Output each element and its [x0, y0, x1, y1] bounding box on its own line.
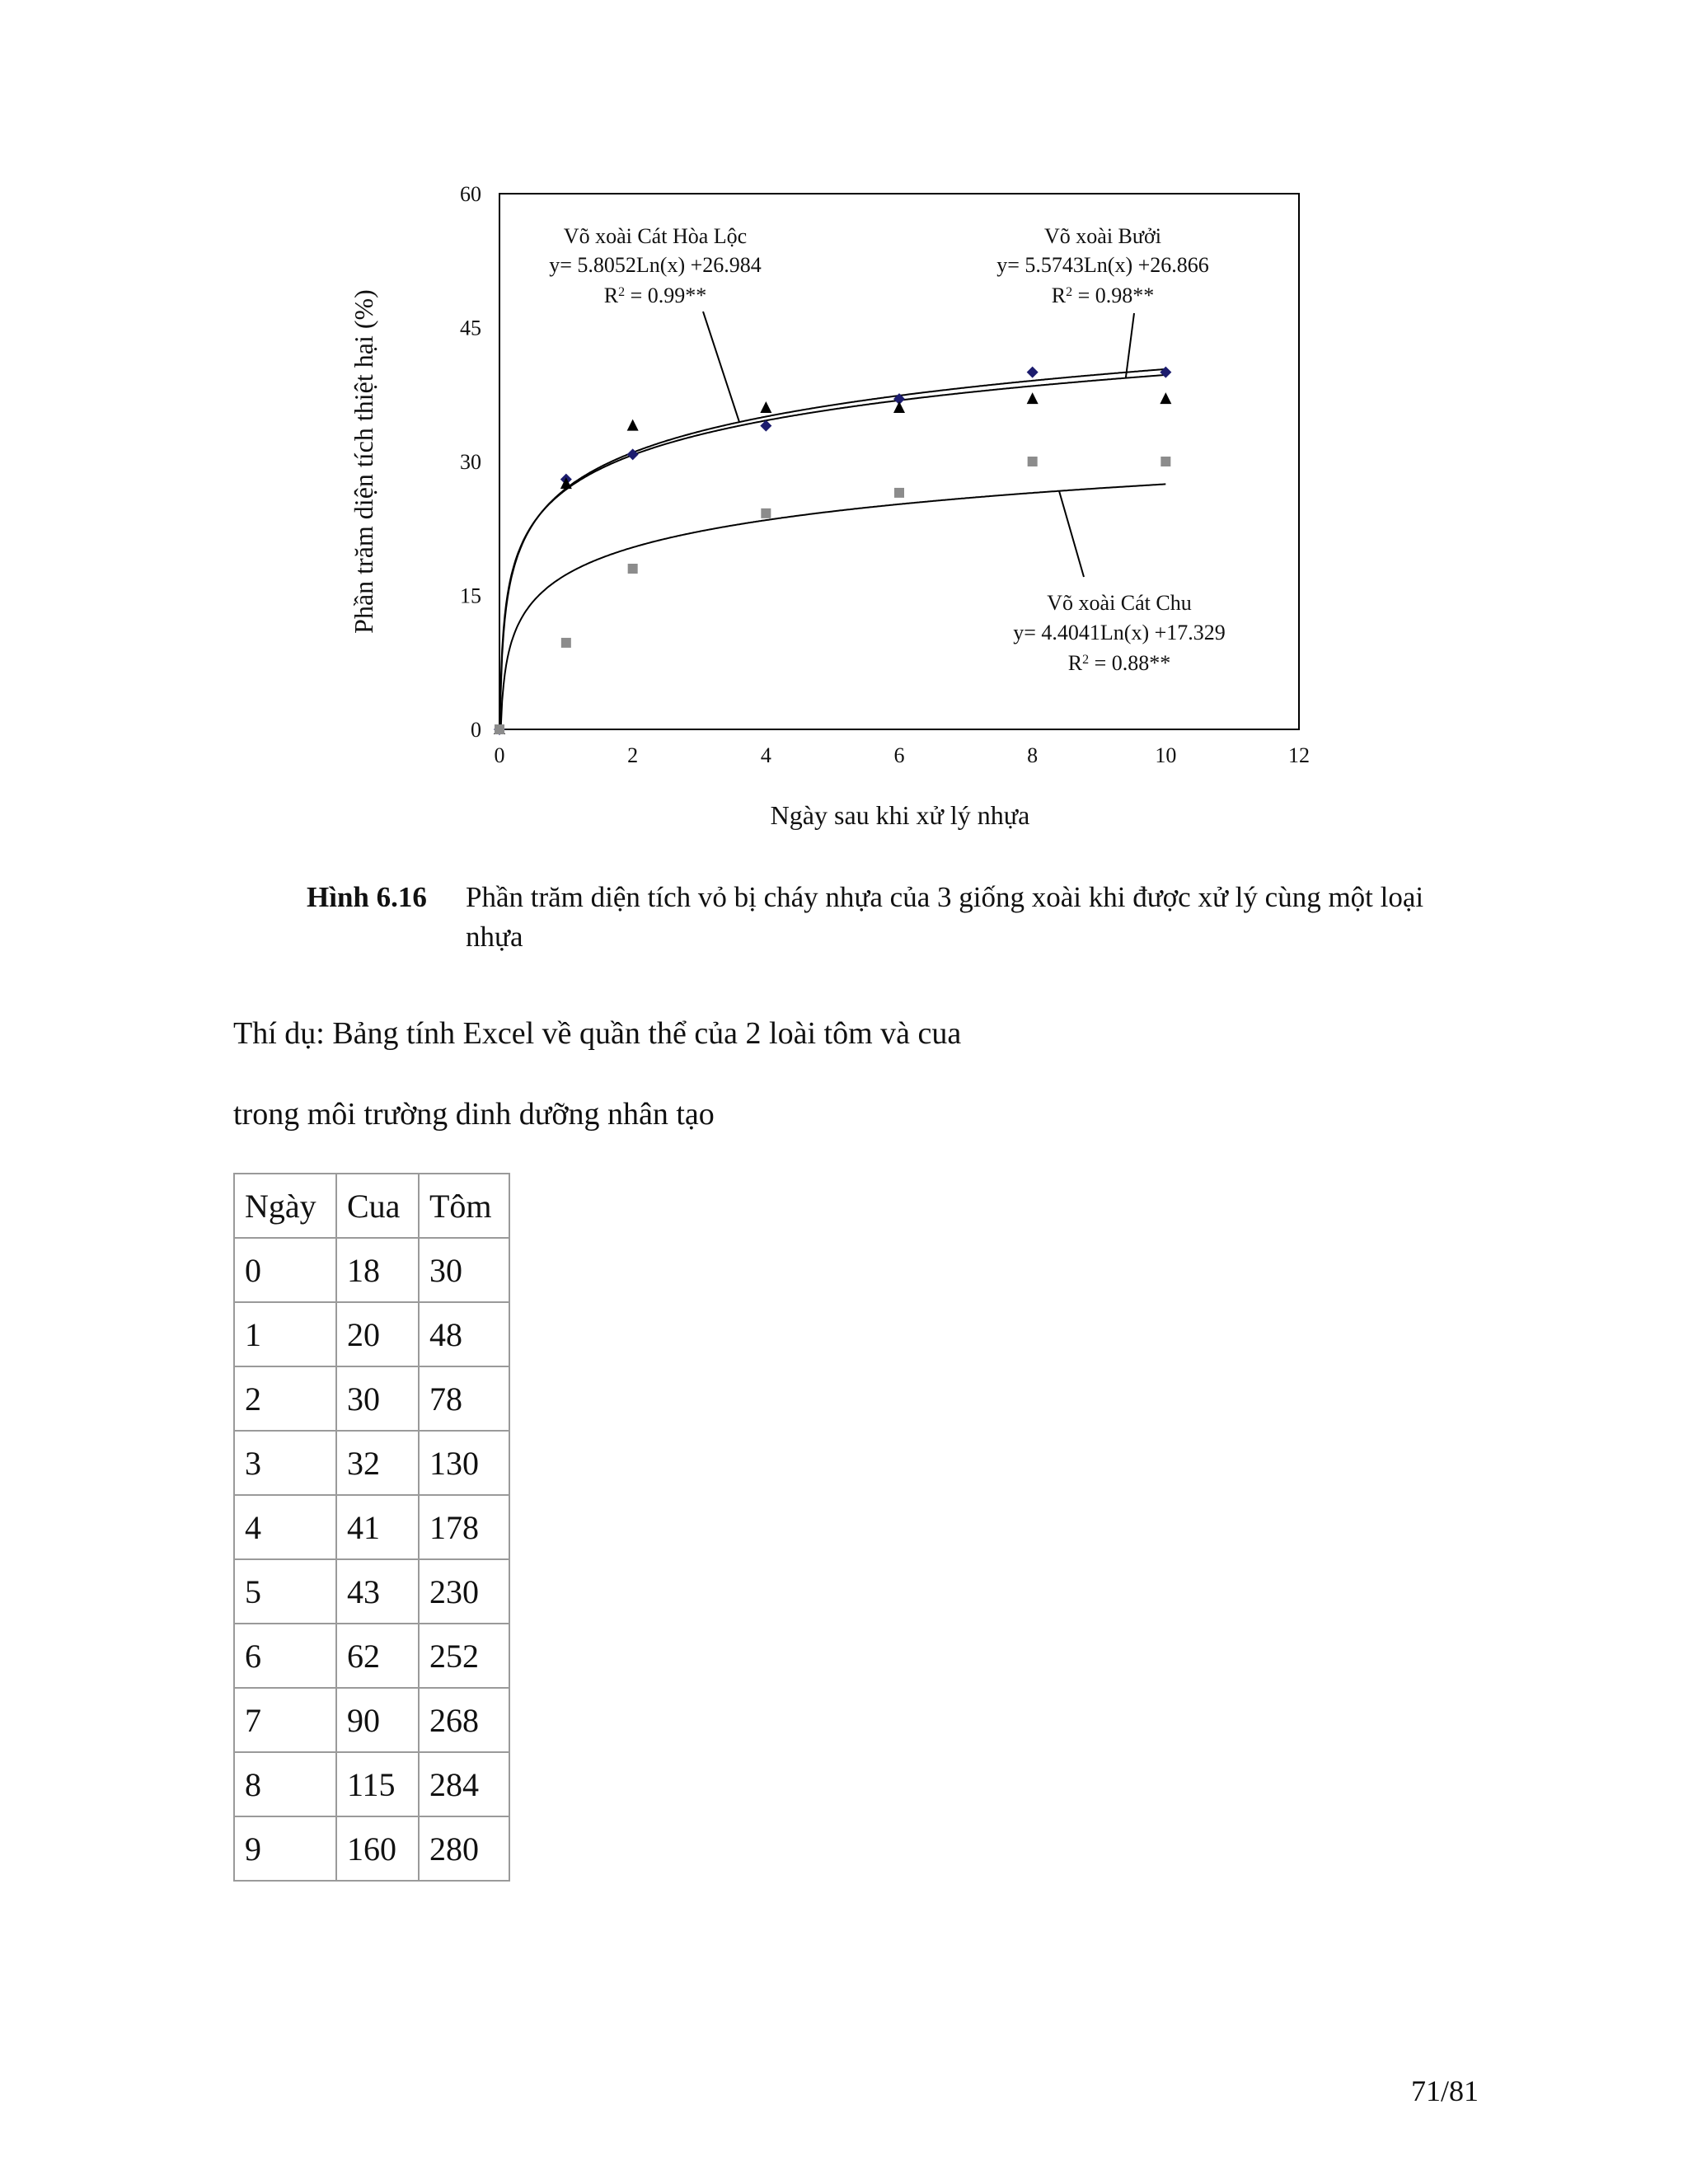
annotation-buoi-equation: y= 5.5743Ln(x) +26.866: [996, 253, 1209, 277]
table-cell: 2: [234, 1366, 336, 1431]
table-header-cell: Tôm: [419, 1174, 509, 1238]
table-row: [234, 1624, 509, 1688]
table-cell: 130: [419, 1431, 509, 1495]
table-cell: 252: [419, 1624, 509, 1688]
table-cell: 5: [234, 1559, 336, 1624]
chart: [0, 0, 1688, 874]
table-cell: 32: [336, 1431, 419, 1495]
data-point: [1160, 367, 1171, 378]
table-cell: 4: [234, 1495, 336, 1559]
data-point: [760, 401, 771, 413]
data-point: [495, 724, 504, 734]
population-table: [233, 1173, 510, 1882]
y-tick-label: 45: [460, 316, 481, 340]
table-cell: 8: [234, 1752, 336, 1816]
trend-line: [499, 375, 1165, 729]
trend-line: [499, 369, 1165, 729]
annotation-leader-line: [1126, 313, 1134, 378]
table-cell: 0: [234, 1238, 336, 1302]
table-cell: 160: [336, 1816, 419, 1881]
x-tick-label: 10: [1155, 743, 1177, 767]
y-axis-title: Phần trăm diện tích thiệt hại (%): [349, 289, 378, 634]
annotation-leader-line: [1059, 491, 1084, 577]
page-number: 71/81: [1411, 2074, 1479, 2107]
table-cell: 43: [336, 1559, 419, 1624]
table-cell: 30: [419, 1238, 509, 1302]
body-paragraph-1: Thí dụ: Bảng tính Excel về quần thể của 2 loài tôm và cua: [233, 1016, 962, 1051]
table-row: [234, 1302, 509, 1366]
table-cell: 1: [234, 1302, 336, 1366]
x-tick-label: 4: [760, 743, 771, 767]
table-cell: 7: [234, 1688, 336, 1752]
table-row: [234, 1238, 509, 1302]
table-header-cell: Ngày: [234, 1174, 336, 1238]
x-tick-label: 6: [893, 743, 905, 767]
table-row: [234, 1752, 509, 1816]
annotation-hoa-loc-name: Võ xoài Cát Hòa Lộc: [563, 224, 748, 248]
data-point: [761, 509, 771, 518]
data-point: [1027, 392, 1039, 404]
annotation-leader-line: [703, 312, 739, 422]
y-tick-label: 0: [471, 718, 481, 742]
table-row: [234, 1816, 509, 1881]
x-tick-label: 0: [494, 743, 505, 767]
table-cell: 20: [336, 1302, 419, 1366]
data-point: [628, 564, 638, 574]
table-cell: 284: [419, 1752, 509, 1816]
data-point: [627, 419, 639, 431]
figure-caption-text: Phần trăm diện tích vỏ bị cháy nhựa của 3 giống xoài khi được xử lý cùng một loại nhựa: [466, 881, 1424, 953]
table-cell: 6: [234, 1624, 336, 1688]
table-header-row: [234, 1174, 509, 1238]
data-point: [1027, 367, 1039, 378]
table-cell: 3: [234, 1431, 336, 1495]
data-point: [894, 488, 904, 498]
table-cell: 230: [419, 1559, 509, 1624]
data-point: [893, 401, 905, 413]
table-cell: 30: [336, 1366, 419, 1431]
y-tick-label: 30: [460, 450, 481, 474]
table-row: [234, 1431, 509, 1495]
table-row: [234, 1366, 509, 1431]
table-cell: 115: [336, 1752, 419, 1816]
x-tick-label: 8: [1027, 743, 1039, 767]
table-header-cell: Cua: [336, 1174, 419, 1238]
x-tick-label: 12: [1288, 743, 1310, 767]
table-row: [234, 1495, 509, 1559]
annotation-hoa-loc-equation: y= 5.8052Ln(x) +26.984: [549, 253, 762, 277]
data-point: [1160, 392, 1171, 404]
table-cell: 178: [419, 1495, 509, 1559]
figure-caption-label: Hình 6.16: [307, 881, 427, 913]
annotation-cat-chu-equation: y= 4.4041Ln(x) +17.329: [1013, 621, 1226, 644]
table-cell: 48: [419, 1302, 509, 1366]
table-cell: 280: [419, 1816, 509, 1881]
table-cell: 90: [336, 1688, 419, 1752]
x-tick-label: 2: [627, 743, 639, 767]
table-cell: 78: [419, 1366, 509, 1431]
annotation-cat-chu-name: Võ xoài Cát Chu: [1047, 591, 1192, 615]
table-cell: 62: [336, 1624, 419, 1688]
data-point: [1028, 457, 1038, 466]
table-cell: 41: [336, 1495, 419, 1559]
annotation-buoi-name: Võ xoài Bưởi: [1044, 224, 1161, 248]
data-point: [1160, 457, 1170, 466]
table-row: [234, 1559, 509, 1624]
y-tick-label: 60: [460, 182, 481, 206]
x-axis-title: Ngày sau khi xử lý nhựa: [770, 800, 1030, 830]
body-paragraph-2: trong môi trường dinh dưỡng nhân tạo: [233, 1097, 715, 1132]
table-row: [234, 1688, 509, 1752]
data-point: [561, 638, 571, 648]
annotation-buoi-r2: $R^2 = 0.98**$: [1051, 284, 1155, 307]
y-tick-label: 15: [460, 583, 481, 608]
table-cell: 18: [336, 1238, 419, 1302]
annotation-hoa-loc-r2: $R^2 = 0.99**$: [603, 284, 707, 307]
annotation-cat-chu-r2: $R^2 = 0.88**$: [1067, 651, 1171, 675]
table-cell: 268: [419, 1688, 509, 1752]
table-cell: 9: [234, 1816, 336, 1881]
